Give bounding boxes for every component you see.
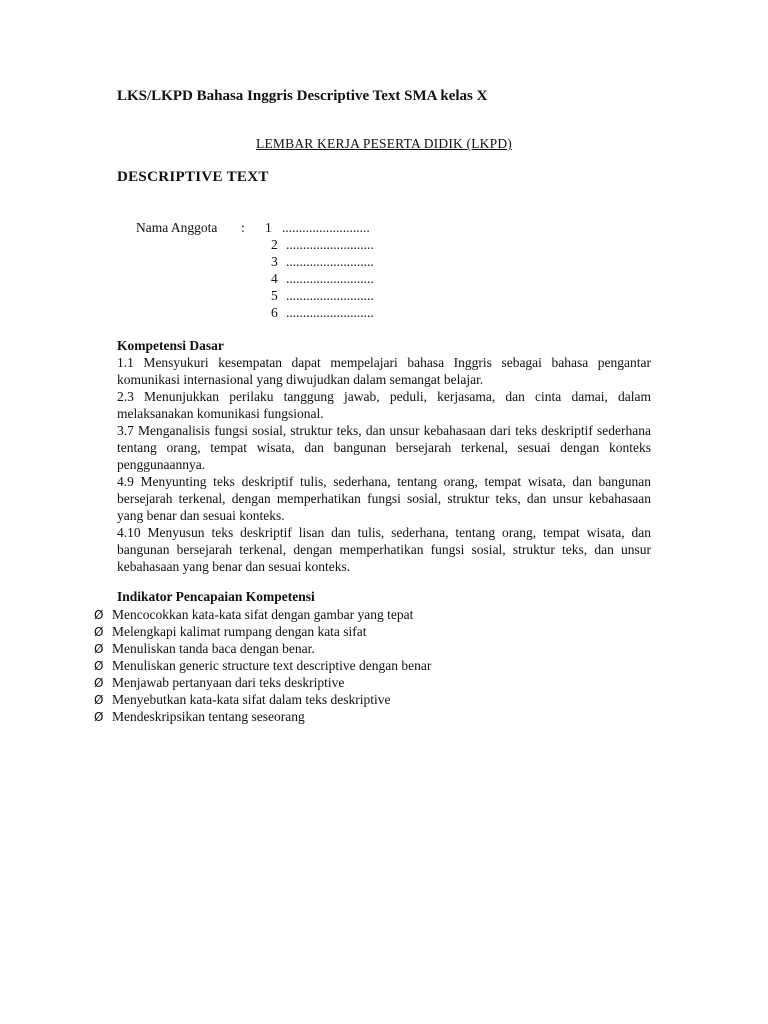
kd-item-4-9: 4.9 Menyunting teks deskriptif tulis, sederhana, tentang orang, tempat wisata, dan bangunan bersejarah terkenal, dengan memperhatikan fungsi sosial, struktur teks, dan unsur kebahasaan yang benar dan sesuai konteks.	[117, 474, 651, 523]
anggota-number: 5	[271, 288, 278, 303]
empty-set-bullet-icon: Ø	[94, 676, 104, 690]
indikator-text: Mendeskripsikan tentang seseorang	[112, 709, 305, 724]
anggota-blank: ..........................	[286, 305, 374, 320]
empty-set-bullet-icon: Ø	[94, 659, 104, 673]
anggota-blank: ..........................	[286, 288, 374, 303]
kompetensi-dasar-heading: Kompetensi Dasar	[117, 338, 224, 353]
empty-set-bullet-icon: Ø	[94, 642, 104, 656]
anggota-number: 4	[271, 271, 278, 286]
indikator-heading: Indikator Pencapaian Kompetensi	[117, 589, 315, 604]
anggota-blank: ..........................	[286, 271, 374, 286]
list-item	[94, 708, 431, 725]
anggota-number: 6	[271, 305, 278, 320]
kd-item-3-7: 3.7 Menganalisis fungsi sosial, struktur teks, dan unsur kebahasaan dari teks deskriptif sederhana tentang orang, tempat wisata, dan bangunan bersejarah terkenal, sesuai dengan konteks penggunaannya.	[117, 423, 651, 472]
anggota-blank: ..........................	[286, 254, 374, 269]
empty-set-bullet-icon: Ø	[94, 693, 104, 707]
kd-item-2-3: 2.3 Menunjukkan perilaku tanggung jawab, peduli, kerjasama, dan cinta damai, dalam melaksanakan komunikasi fungsional.	[117, 389, 651, 421]
indikator-text: Menjawab pertanyaan dari teks deskriptive	[112, 675, 345, 690]
anggota-blank: ..........................	[282, 220, 370, 235]
anggota-colon: :	[241, 220, 245, 235]
kd-item-4-10: 4.10 Menyusun teks deskriptif lisan dan tulis, sederhana, tentang orang, tempat wisata, dan bangunan bersejarah terkenal, dengan memperhatikan fungsi sosial, struktur teks, dan unsur kebahasaan yang benar dan sesuai konteks.	[117, 525, 651, 574]
list-item	[94, 674, 431, 691]
kompetensi-dasar-section	[117, 337, 651, 575]
list-item	[94, 606, 431, 623]
empty-set-bullet-icon: Ø	[94, 608, 104, 622]
indikator-text: Menuliskan generic structure text descriptive dengan benar	[112, 658, 432, 673]
indikator-text: Menyebutkan kata-kata sifat dalam teks deskriptive	[112, 692, 391, 707]
empty-set-bullet-icon: Ø	[94, 625, 104, 639]
document-title: LKS/LKPD Bahasa Inggris Descriptive Text SMA kelas X	[117, 88, 488, 104]
list-item	[94, 691, 431, 708]
list-item	[94, 657, 431, 674]
empty-set-bullet-icon: Ø	[94, 710, 104, 724]
anggota-number: 2	[271, 237, 278, 252]
indikator-text: Melengkapi kalimat rumpang dengan kata sifat	[112, 624, 367, 639]
anggota-blank: ..........................	[286, 237, 374, 252]
section-title: DESCRIPTIVE TEXT	[117, 169, 269, 185]
lkpd-heading: LEMBAR KERJA PESERTA DIDIK (LKPD)	[256, 136, 512, 151]
indikator-text: Menuliskan tanda baca dengan benar.	[112, 641, 315, 656]
indikator-list	[94, 606, 431, 725]
anggota-number: 3	[271, 254, 278, 269]
list-item	[94, 640, 431, 657]
anggota-number: 1	[265, 220, 272, 235]
kd-item-1-1: 1.1 Mensyukuri kesempatan dapat mempelajari bahasa Inggris sebagai bahasa pengantar komunikasi internasional yang diwujudkan dalam semangat belajar.	[117, 355, 651, 387]
indikator-text: Mencocokkan kata-kata sifat dengan gambar yang tepat	[112, 607, 414, 622]
anggota-label: Nama Anggota	[136, 220, 218, 235]
list-item	[94, 623, 431, 640]
